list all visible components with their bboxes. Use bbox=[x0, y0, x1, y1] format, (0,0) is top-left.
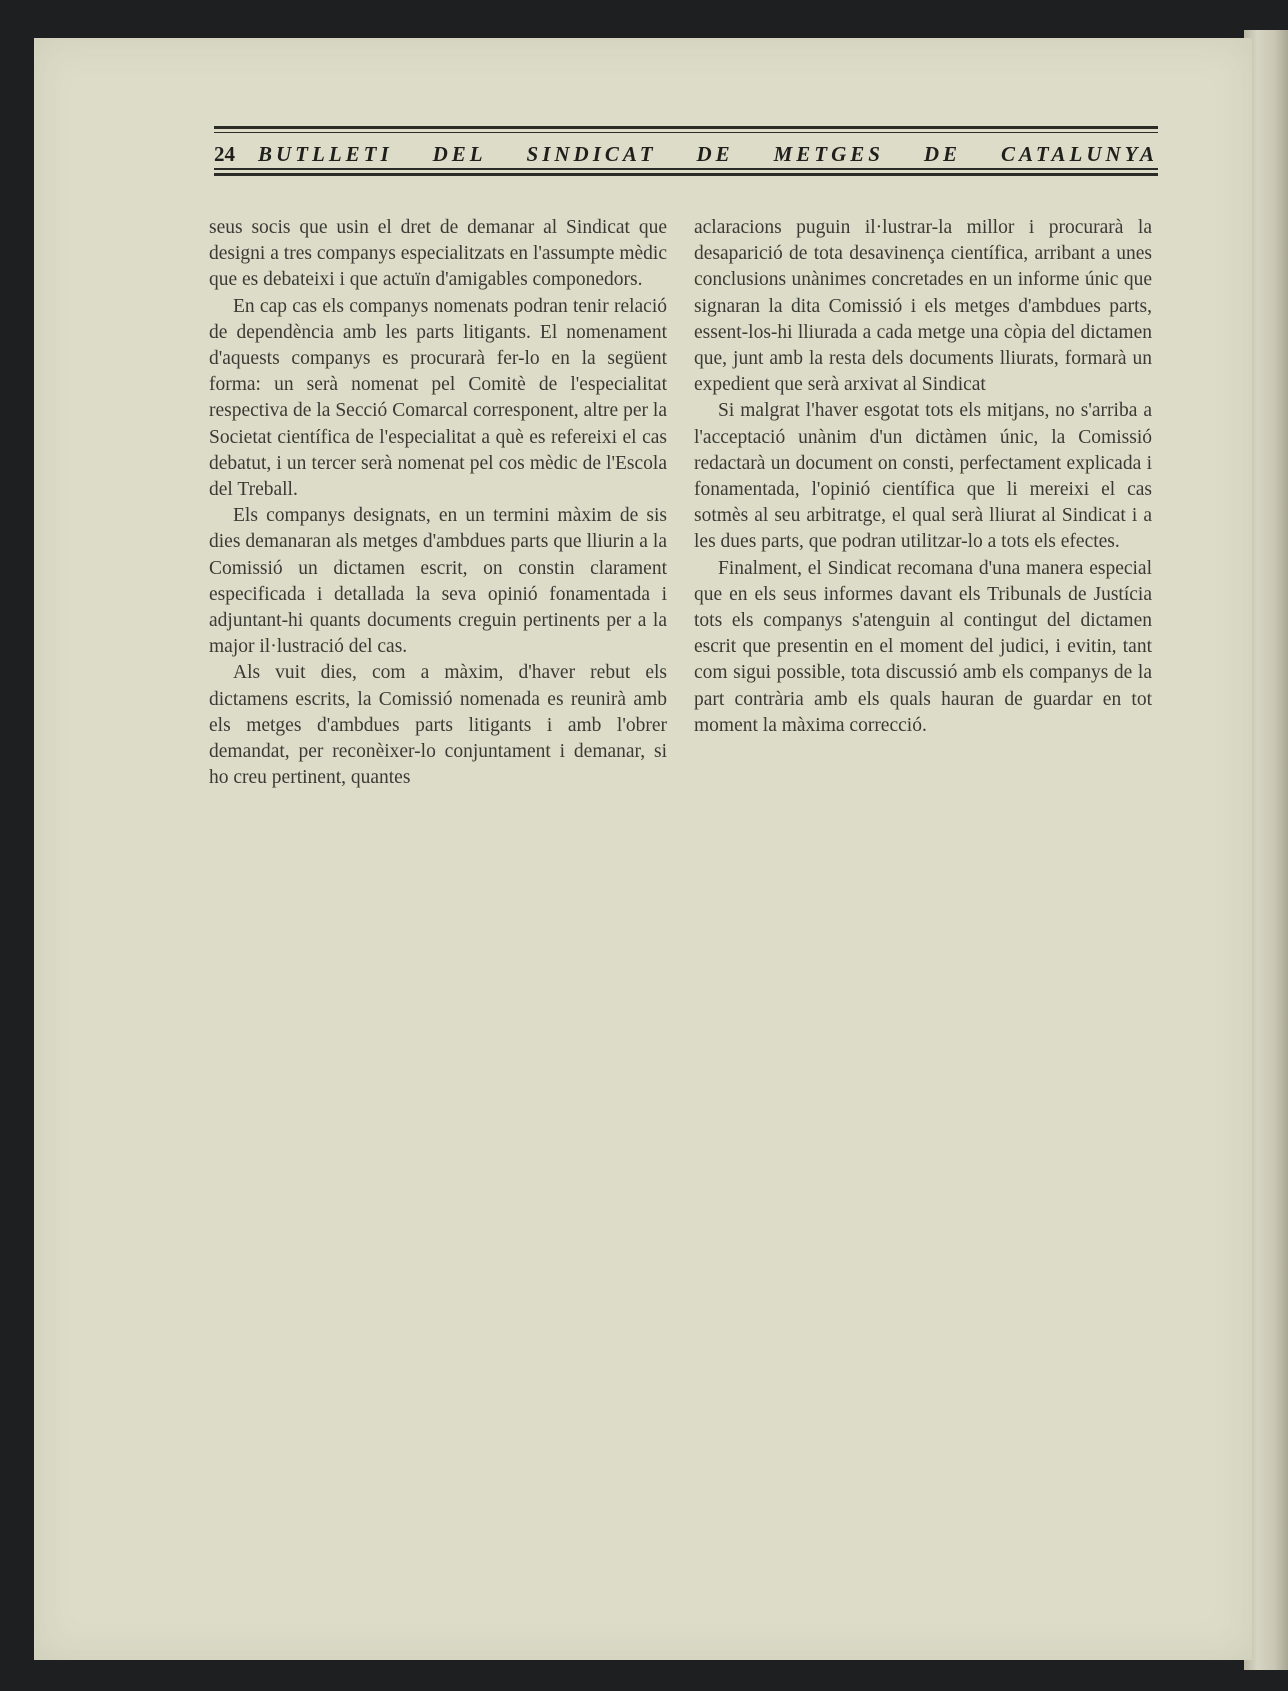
paragraph: aclaracions puguin il·lustrar-la millor i procurarà la desaparició de tota desavinença científica, arribant a unes conclusions unànimes concretades en un informe únic que signaran la dita Comissió i els metges d'ambdues parts, essent-los-hi lliurada a cada metge una còpia del dictamen que, junt amb la resta dels documents lliurats, formarà un expedient que serà arxivat al Sindicat bbox=[694, 217, 1152, 396]
title-word: DEL bbox=[432, 141, 487, 166]
paragraph: seus socis que usin el dret de demanar al Sindicat que designi a tres companys especialitzats en l'assumpte mèdic que es debateixi i que actuïn d'amigables componedors. bbox=[209, 217, 667, 291]
header-rule-top bbox=[214, 126, 1158, 129]
header-rule-bottom bbox=[214, 173, 1158, 176]
title-word: BUTLLETI bbox=[258, 141, 393, 166]
page-number: 24 bbox=[214, 141, 235, 166]
paragraph: Finalment, el Sindicat recomana d'una manera especial que en els seus informes davant els Tribunals de Justícia tots els companys s'atenguin al contingut del dictamen escrit que presentin en el moment del judici, i evitin, tant com sigui possible, tota discussió amb els companys de la part contrària amb els quals hauran de guardar en tot moment la màxima correcció. bbox=[694, 557, 1152, 736]
header-rule-bottom-thin bbox=[214, 168, 1158, 170]
title-word: DE bbox=[696, 141, 734, 166]
title-word: CATALUNYA bbox=[1000, 141, 1158, 166]
running-header bbox=[214, 140, 1158, 168]
title-word: SINDICAT bbox=[526, 141, 657, 166]
running-title bbox=[258, 142, 1158, 167]
right-column bbox=[694, 215, 1152, 739]
paragraph: En cap cas els companys nomenats podran tenir relació de dependència amb les parts litigants. El nomenament d'aquests companys es procurarà fer-lo en la següent forma: un serà nomenat pel Comitè de l'especialitat respectiva de la Secció Comarcal corresponent, altre per la Societat científica de l'especialitat a què es refereixi el cas debatut, i un tercer serà nomenat pel cos mèdic de l'Escola del Treball. bbox=[209, 295, 667, 501]
header-rule-top-thin bbox=[214, 132, 1158, 133]
left-column bbox=[209, 215, 667, 791]
paragraph: Els companys designats, en un termini màxim de sis dies demanaran als metges d'ambdues parts que lliurin a la Comissió un dictamen escrit, on constin clarament especificada i detallada la seva opinió fonamentada i adjuntant-hi quants documents creguin pertinents per a la major il·lustració del cas. bbox=[209, 505, 667, 658]
paragraph: Si malgrat l'haver esgotat tots els mitjans, no s'arriba a l'acceptació unànim d'un dictàmen únic, la Comissió redactarà un document on consti, perfectament explicada i fonamentada, l'opinió científica que li mereixi el cas sotmès al seu arbitratge, el qual serà lliurat al Sindicat i a les dues parts, que podran utilitzar-lo a tots els efectes. bbox=[694, 400, 1152, 553]
title-word: METGES bbox=[773, 141, 884, 166]
paragraph: Als vuit dies, com a màxim, d'haver rebut els dictamens escrits, la Comissió nomenada es reunirà amb els metges d'ambdues parts litigants i amb l'obrer demandat, per reconèixer-lo conjuntament i demanar, si ho creu pertinent, quantes bbox=[209, 662, 667, 789]
title-word: DE bbox=[923, 141, 962, 166]
